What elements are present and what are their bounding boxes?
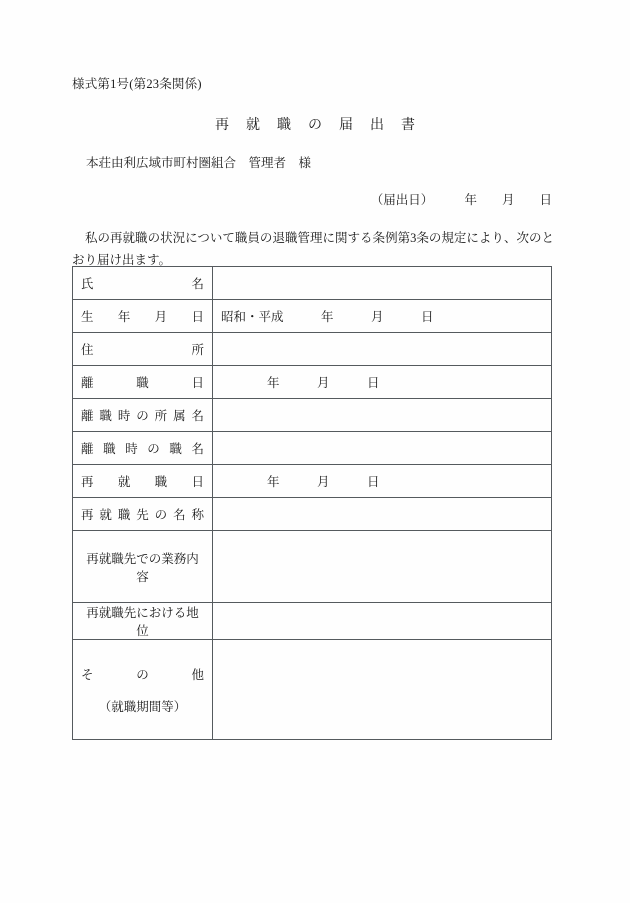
- table-row: [73, 267, 552, 300]
- row-label: 再就職先における地位: [86, 606, 199, 638]
- row-value-cell[interactable]: [213, 399, 552, 432]
- table-row: [73, 300, 552, 333]
- row-label-cell: [73, 465, 213, 498]
- document-title: 再就職の届出書: [215, 118, 432, 133]
- row-label: そ の 他: [81, 667, 204, 682]
- row-value-cell[interactable]: [213, 531, 552, 603]
- table-row: [73, 640, 552, 740]
- row-label: 離職日: [81, 376, 204, 390]
- table-row: [73, 603, 552, 640]
- row-value-cell[interactable]: [213, 432, 552, 465]
- row-label: 再就職日: [81, 475, 204, 489]
- row-label: 住所: [81, 343, 204, 357]
- row-label-cell: [73, 640, 213, 740]
- table-row: [73, 498, 552, 531]
- row-value-cell[interactable]: [213, 333, 552, 366]
- row-label-cell: [73, 399, 213, 432]
- declaration-paragraph: 私の再就職の状況について職員の退職管理に関する条例第3条の規定により、次のとおり届け出ます。: [72, 231, 554, 267]
- submission-date-line: （届出日） 年 月 日: [370, 193, 552, 207]
- row-label: 氏名: [81, 277, 204, 291]
- row-label-cell: [73, 531, 213, 603]
- addressee-line: 本荘由利広域市町村圏組合 管理者 様: [86, 156, 312, 170]
- form-table-body: [73, 267, 552, 740]
- table-row: [73, 432, 552, 465]
- row-label-cell: [73, 432, 213, 465]
- row-value-cell[interactable]: [213, 366, 552, 399]
- row-label-cell: [73, 498, 213, 531]
- row-value: 昭和・平成 年 月 日: [221, 310, 434, 324]
- row-label-cell: [73, 366, 213, 399]
- table-row: [73, 366, 552, 399]
- row-label-cell: [73, 603, 213, 640]
- registration-form-table: [72, 266, 552, 740]
- row-value-cell[interactable]: [213, 267, 552, 300]
- row-label: 離職時の所属名: [81, 409, 204, 423]
- table-row: [73, 465, 552, 498]
- row-value-cell[interactable]: [213, 465, 552, 498]
- row-value-cell[interactable]: [213, 300, 552, 333]
- row-label: 再就職先の名称: [81, 508, 204, 522]
- row-label: 生年月日: [81, 310, 204, 324]
- row-value-cell[interactable]: [213, 498, 552, 531]
- row-label-cell: [73, 333, 213, 366]
- row-value: 年 月 日: [267, 376, 380, 390]
- row-label: 再就職先での業務内容: [86, 551, 199, 584]
- row-value: 年 月 日: [267, 475, 380, 489]
- row-value-cell[interactable]: [213, 640, 552, 740]
- row-label-subtext: （就職期間等）: [98, 699, 187, 714]
- table-row: [73, 333, 552, 366]
- row-label: 離職時の職名: [81, 442, 204, 456]
- table-row: [73, 531, 552, 603]
- table-row: [73, 399, 552, 432]
- row-label-cell: [73, 300, 213, 333]
- form-number: 様式第1号(第23条関係): [72, 77, 202, 91]
- row-label-cell: [73, 267, 213, 300]
- row-value-cell[interactable]: [213, 603, 552, 640]
